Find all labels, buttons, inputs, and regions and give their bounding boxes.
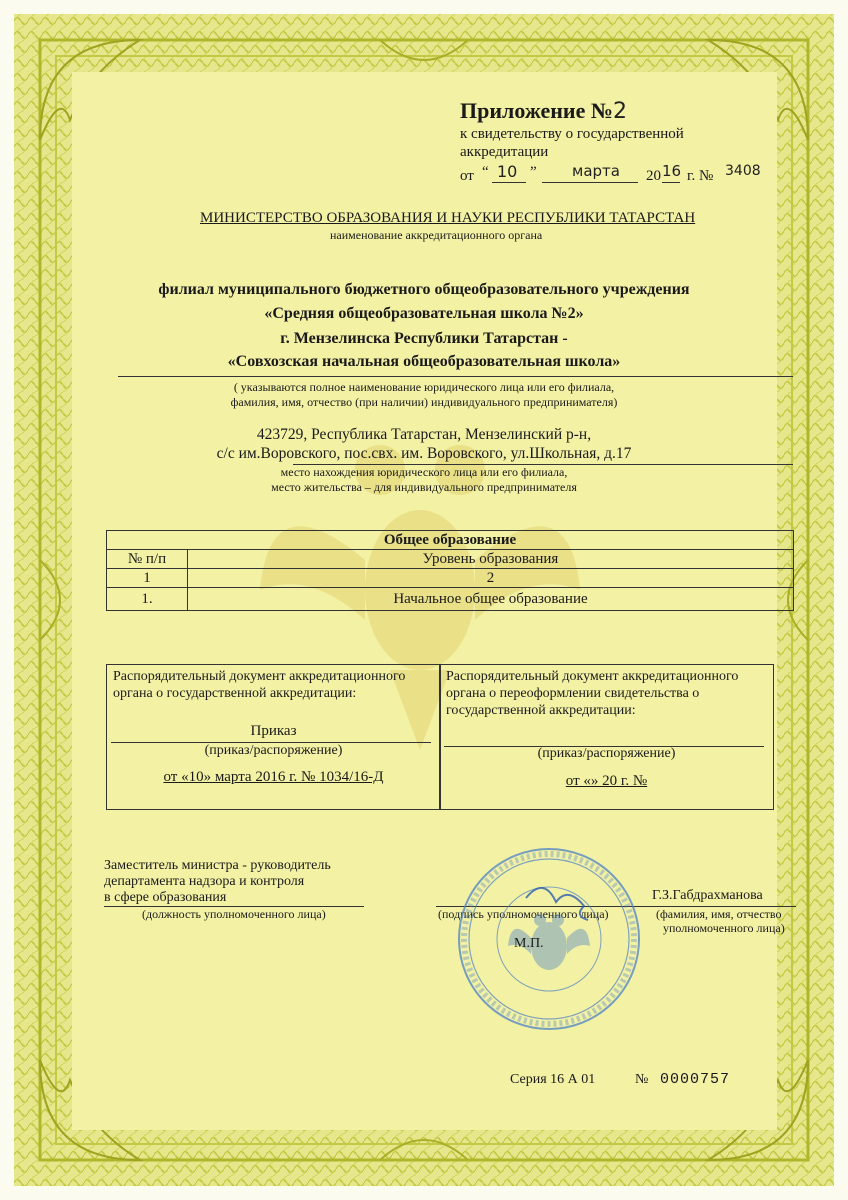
signer-name: Г.З.Габдрахманова <box>652 888 763 903</box>
series-label: Серия 16 А 01 <box>510 1072 596 1087</box>
year-suffix: 16 <box>662 162 682 180</box>
org-underline <box>118 376 793 377</box>
left-doc-type: Приказ <box>250 723 297 739</box>
address-caption-2: место жительства – для индивидуального предпринимателя <box>271 480 577 494</box>
org-line-1: филиал муниципального бюджетного общеобразовательного учреждения <box>158 281 690 298</box>
position-line-3: в сфере образования <box>104 890 227 905</box>
right-doc-heading-2: органа о переоформлении свидетельства о <box>446 686 700 701</box>
reg-number: 3408 <box>725 163 761 179</box>
date-day: 10 <box>497 162 518 181</box>
right-doc-caption: (приказ/распоряжение) <box>537 746 676 761</box>
table-row-level: Начальное общее образование <box>188 588 794 611</box>
year-prefix: 20 <box>646 168 661 184</box>
right-doc-heading-1: Распорядительный документ аккредитационного <box>446 669 739 684</box>
seal-label: М.П. <box>514 936 544 951</box>
month-underline <box>542 182 638 183</box>
appendix-title: Приложение №2 <box>460 98 627 124</box>
left-doc-heading-2: органа о государственной аккредитации: <box>113 686 357 701</box>
signer-caption-2: уполномоченного лица) <box>663 921 785 935</box>
address-caption-1: место нахождения юридического лица или его филиала, <box>280 465 568 479</box>
appendix-subtitle-1: к свидетельству о государственной <box>460 126 684 142</box>
left-doc-heading-1: Распорядительный документ аккредитационного <box>113 669 406 684</box>
date-month: марта <box>572 162 620 180</box>
appendix-subtitle-2: аккредитации <box>460 144 549 160</box>
table-row-num: 1. <box>107 588 188 611</box>
appendix-number: 2 <box>612 99 627 124</box>
position-line-1: Заместитель министра - руководитель <box>104 858 331 873</box>
reg-label: г. № <box>687 168 714 184</box>
year-underline <box>662 182 680 183</box>
right-doc-box <box>439 664 774 810</box>
quote-open: “ <box>482 164 489 180</box>
org-line-2: «Средняя общеобразовательная школа №2» <box>264 305 584 322</box>
right-doc-ref: от «» 20 г. № <box>565 773 648 789</box>
left-doc-box <box>106 664 441 810</box>
left-doc-caption: (приказ/распоряжение) <box>204 743 343 758</box>
quote-close: ” <box>530 164 537 180</box>
right-doc-heading-3: государственной аккредитации: <box>446 703 636 718</box>
signature-caption: (подпись уполномоченного лица) <box>438 907 609 921</box>
col-level-header: Уровень образования <box>188 550 794 569</box>
position-caption: (должность уполномоченного лица) <box>142 907 326 921</box>
left-doc-ref: от «10» марта 2016 г. № 1034/16-Д <box>163 769 384 785</box>
org-caption-2: фамилия, имя, отчество (при наличии) индивидуального предпринимателя) <box>230 395 618 409</box>
address-line-2: с/с им.Воровского, пос.свх. им. Воровского, ул.Школьная, д.17 <box>216 445 632 462</box>
series-number-label: № <box>635 1072 649 1087</box>
org-line-4: «Совхозская начальная общеобразовательная школа» <box>227 353 621 370</box>
day-underline <box>492 182 526 183</box>
signer-caption-1: (фамилия, имя, отчество <box>656 907 782 921</box>
series-number: 0000757 <box>660 1071 731 1088</box>
authority-name: МИНИСТЕРСТВО ОБРАЗОВАНИЯ И НАУКИ РЕСПУБЛИКИ ТАТАРСТАН <box>200 210 696 226</box>
org-line-3: г. Мензелинска Республики Татарстан - <box>280 330 568 347</box>
official-stamp <box>456 846 642 1032</box>
org-caption-1: ( указываются полное наименование юридического лица или его филиала, <box>233 380 615 394</box>
position-line-2: департамента надзора и контроля <box>104 874 305 889</box>
index-cell-1: 1 <box>107 569 188 588</box>
table-title: Общее образование <box>107 531 794 550</box>
col-num-header: № п/п <box>107 550 188 569</box>
index-cell-2: 2 <box>188 569 794 588</box>
authority-caption: наименование аккредитационного органа <box>330 228 543 242</box>
address-line-1: 423729, Республика Татарстан, Мензелинский р-н, <box>256 426 592 443</box>
date-prefix: от <box>460 168 474 184</box>
education-table <box>106 530 794 611</box>
